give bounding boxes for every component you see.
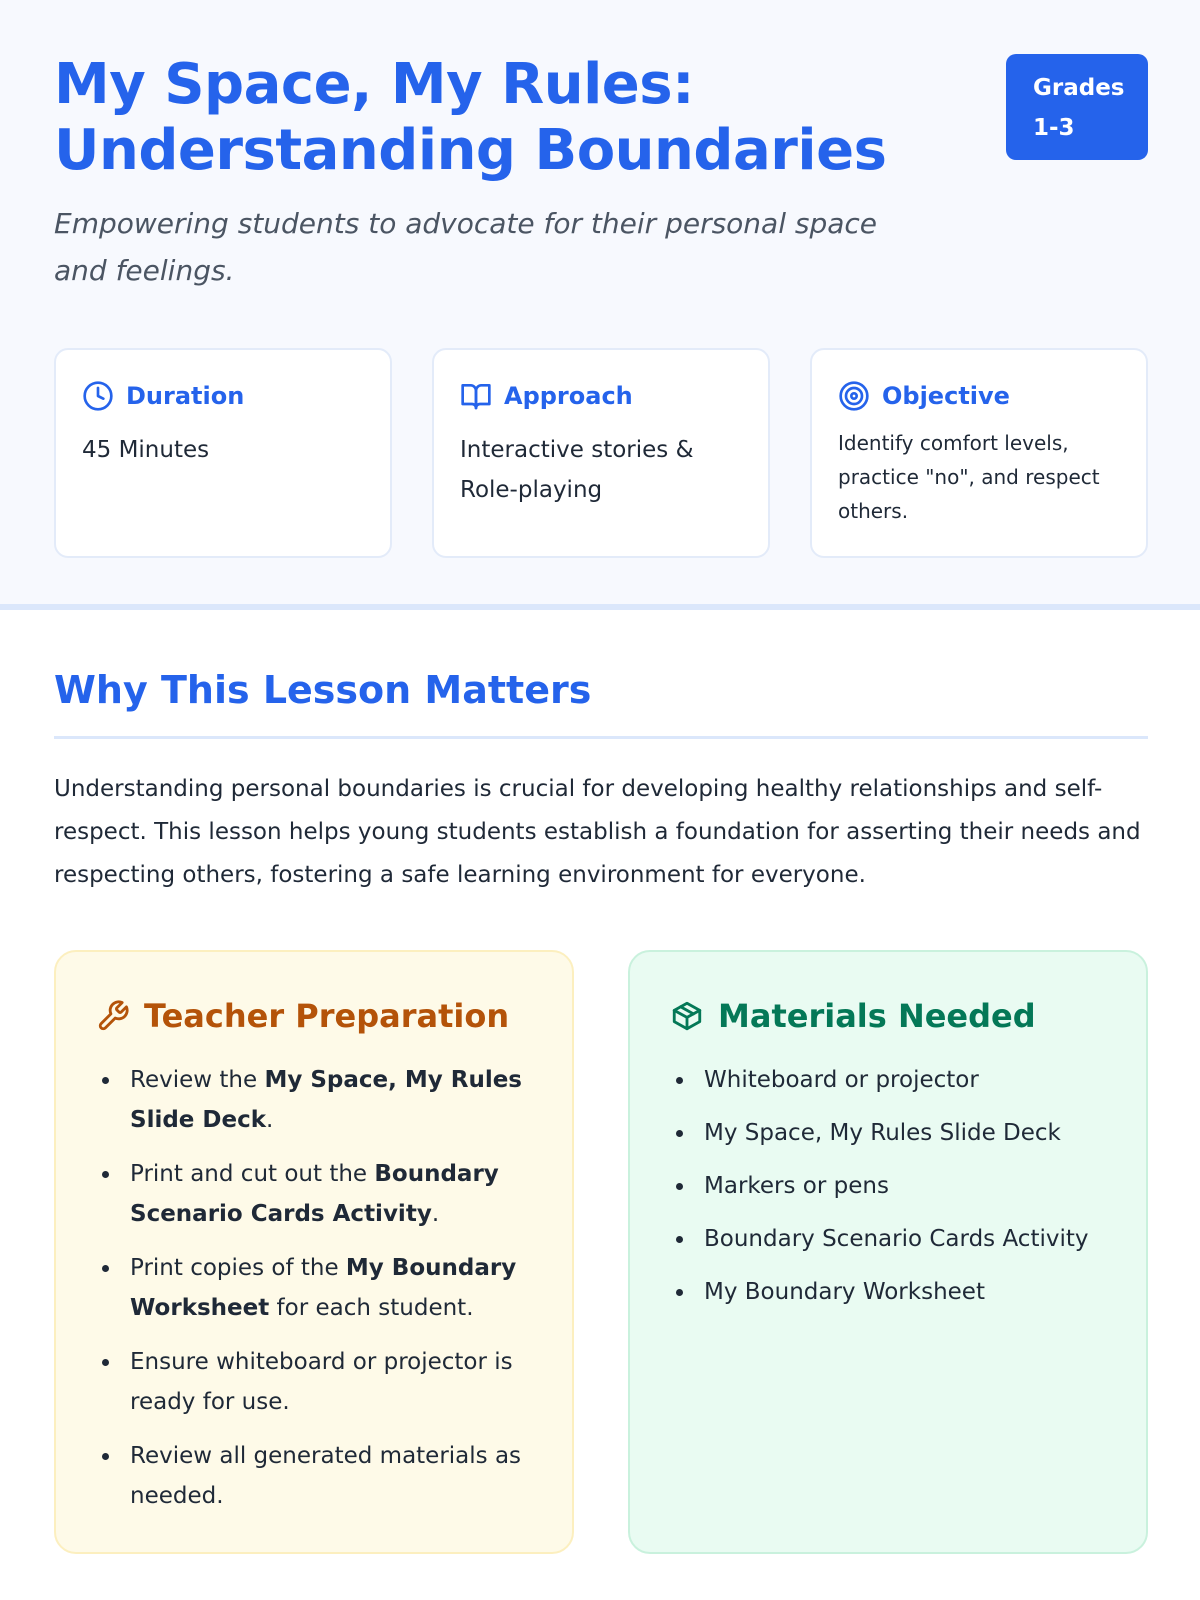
why-section-title: Why This Lesson Matters	[54, 668, 592, 712]
list-item: Review all generated materials as needed.	[96, 1436, 532, 1516]
objective-card	[810, 348, 1148, 558]
list-item: Whiteboard or projector	[670, 1060, 1106, 1100]
list-item: Review the My Space, My Rules Slide Deck.	[96, 1060, 532, 1140]
grade-badge	[1006, 54, 1148, 160]
page-title: My Space, My Rules: Understanding Boundaries	[54, 52, 887, 183]
section-divider	[54, 736, 1148, 739]
teacher-preparation-list	[96, 1060, 532, 1516]
materials-needed-panel	[628, 950, 1148, 1554]
list-item: My Boundary Worksheet	[670, 1272, 1106, 1312]
list-item: Print and cut out the Boundary Scenario Cards Activity.	[96, 1154, 532, 1234]
duration-label: Duration	[126, 382, 245, 410]
grade-badge-value: 1-3	[1033, 115, 1075, 141]
objective-value: Identify comfort levels, practice "no", and respect others.	[838, 431, 1100, 523]
list-item: Print copies of the My Boundary Worksheet for each student.	[96, 1248, 532, 1328]
lesson-header	[0, 0, 1200, 610]
materials-needed-title: Materials Needed	[718, 997, 1036, 1035]
objective-label: Objective	[882, 382, 1010, 410]
duration-value: 45 Minutes	[82, 437, 210, 463]
list-item: Markers or pens	[670, 1166, 1106, 1206]
list-item: Ensure whiteboard or projector is ready for use.	[96, 1342, 532, 1422]
approach-label: Approach	[504, 382, 633, 410]
box-icon	[670, 999, 704, 1033]
clock-icon	[82, 380, 114, 412]
why-section-body: Understanding personal boundaries is crucial for developing healthy relationships and self-respect. This lesson helps young students establish a foundation for asserting their needs and respecting others, fostering a safe learning environment for everyone.	[54, 776, 1141, 888]
teacher-preparation-panel	[54, 950, 574, 1554]
duration-card	[54, 348, 392, 558]
grade-badge-label: Grades	[1033, 75, 1125, 101]
page-subtitle: Empowering students to advocate for their personal space and feelings.	[54, 207, 878, 287]
wrench-icon	[96, 999, 130, 1033]
list-item: Boundary Scenario Cards Activity	[670, 1219, 1106, 1259]
list-item: My Space, My Rules Slide Deck	[670, 1113, 1106, 1153]
materials-list	[670, 1060, 1106, 1312]
teacher-preparation-title: Teacher Preparation	[144, 997, 510, 1035]
approach-card	[432, 348, 770, 558]
target-icon	[838, 380, 870, 412]
book-open-icon	[460, 380, 492, 412]
approach-value: Interactive stories & Role-playing	[460, 437, 694, 503]
